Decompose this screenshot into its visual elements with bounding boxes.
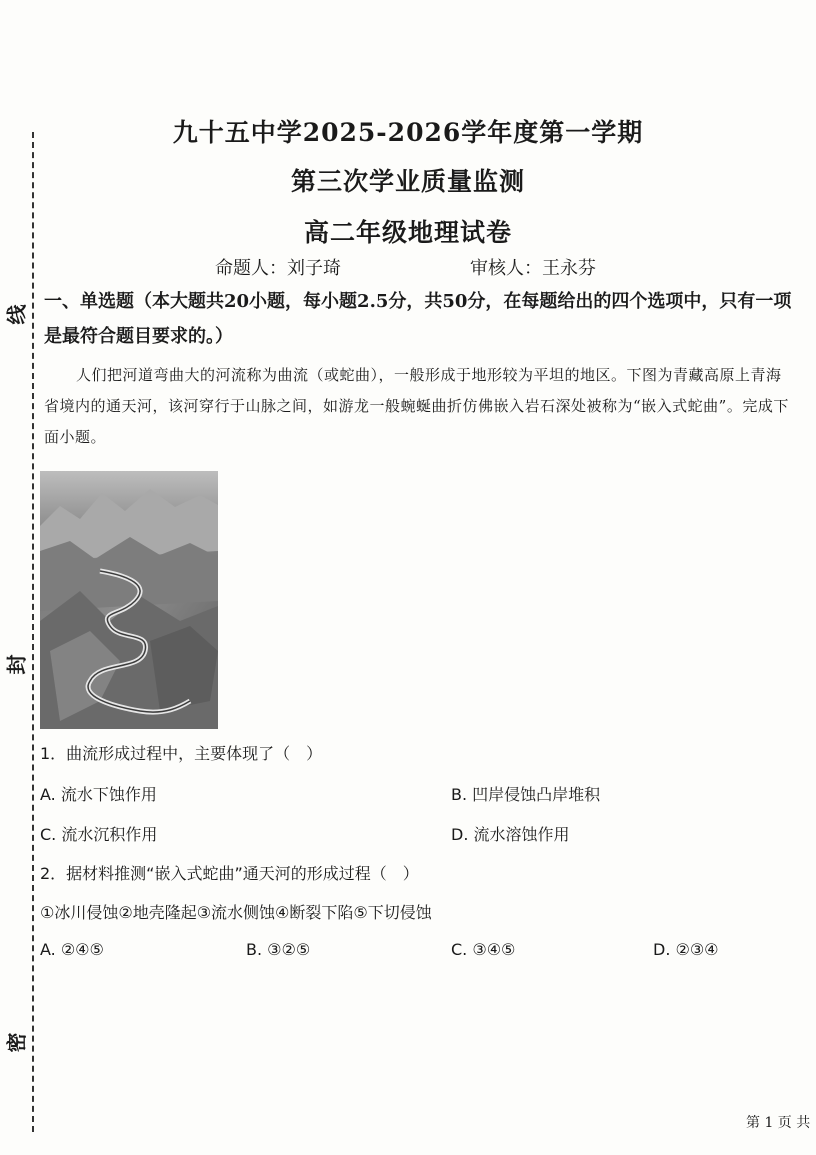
exam-title-line3: 高二年级地理试卷 <box>303 218 512 247</box>
section-heading: 一、单选题（本大题共20小题，每小题2.5分，共50分，在每题给出的四个选项中，只有一项是最符合题目要求的。） <box>44 291 792 347</box>
q2-option-c[interactable]: C. ③④⑤ <box>451 940 516 959</box>
q1-option-c[interactable]: C. 流水沉积作用 <box>40 825 158 844</box>
q2-option-b[interactable]: B. ③②⑤ <box>246 940 311 959</box>
meander-river-photo <box>40 471 218 729</box>
margin-char-secret: 密 <box>4 1032 29 1053</box>
page-number: 第 1 页 共 <box>746 1115 811 1131</box>
exam-title-line2: 第三次学业质量监测 <box>290 167 525 196</box>
question-2-process-list: ①冰川侵蚀②地壳隆起③流水侧蚀④断裂下陷⑤下切侵蚀 <box>40 903 432 922</box>
question-2-stem: 2．据材料推测“嵌入式蛇曲”通天河的形成过程（ ） <box>40 864 419 883</box>
q1-option-a[interactable]: A. 流水下蚀作用 <box>40 785 157 804</box>
q2-option-a[interactable]: A. ②④⑤ <box>40 940 104 959</box>
margin-char-seal: 封 <box>4 654 29 675</box>
question-setter: 命题人：刘子琦 <box>215 258 341 279</box>
q1-option-d[interactable]: D. 流水溶蚀作用 <box>451 825 570 844</box>
exam-title-line1: 九十五中学2025-2026学年度第一学期 <box>172 118 644 147</box>
reviewer: 审核人：王永芬 <box>470 258 596 279</box>
reading-passage: 人们把河道弯曲大的河流称为曲流（或蛇曲），一般形成于地形较为平坦的地区。下图为青藏高原上青海省境内的通天河，该河穿行于山脉之间，如游龙一般蜿蜒曲折仿佛嵌入岩石深处被称为“嵌入式蛇曲”。完成下面小题。 <box>44 366 789 446</box>
q1-option-b[interactable]: B. 凹岸侵蚀凸岸堆积 <box>451 785 601 804</box>
margin-char-line: 线 <box>4 304 29 325</box>
question-1-stem: 1．曲流形成过程中，主要体现了（ ） <box>40 744 323 763</box>
q2-option-d[interactable]: D. ②③④ <box>653 940 719 959</box>
binding-dashed-line <box>32 132 34 1132</box>
